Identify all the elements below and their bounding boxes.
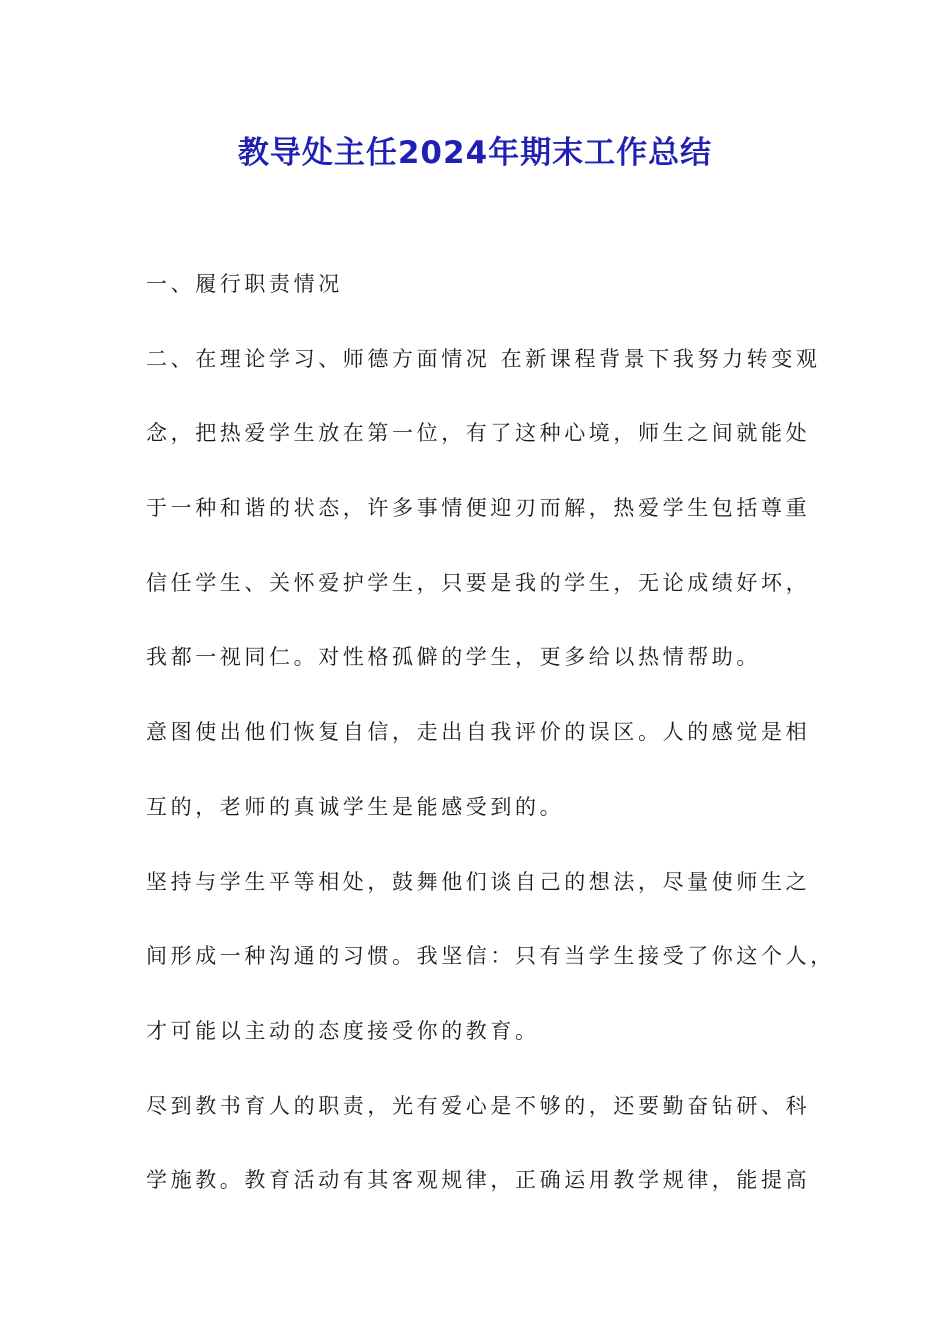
text-line: 于一种和谐的状态，许多事情便迎刃而解，热爱学生包括尊重 <box>146 496 811 521</box>
text-line: 坚持与学生平等相处，鼓舞他们谈自己的想法，尽量使师生之 <box>146 869 811 894</box>
text-line: 意图使出他们恢复自信，走出自我评价的误区。人的感觉是相 <box>146 720 811 745</box>
text-line: 信任学生、关怀爱护学生，只要是我的学生，无论成绩好坏， <box>146 570 811 595</box>
text-line: 间形成一种沟通的习惯。我坚信：只有当学生接受了你这个人， <box>146 944 835 969</box>
text-line: 学施教。教育活动有其客观规律，正确运用教学规律，能提高 <box>146 1168 811 1193</box>
document-body <box>146 262 836 1233</box>
text-line: 互的，老师的真诚学生是能感受到的。 <box>146 794 565 819</box>
text-line: 才可能以主动的态度接受你的教育。 <box>146 1018 540 1043</box>
text-line: 尽到教书育人的职责，光有爱心是不够的，还要勤奋钻研、科 <box>146 1093 811 1118</box>
text-line: 我都一视同仁。对性格孤僻的学生，更多给以热情帮助。 <box>146 645 761 670</box>
text-line: 二、在理论学习、师德方面情况 在新课程背景下我努力转变观 <box>146 346 821 371</box>
document-title: 教导处主任2024年期末工作总结 <box>237 135 713 171</box>
text-line: 念，把热爱学生放在第一位，有了这种心境，师生之间就能处 <box>146 421 811 446</box>
text-line: 一、履行职责情况 <box>146 272 343 296</box>
